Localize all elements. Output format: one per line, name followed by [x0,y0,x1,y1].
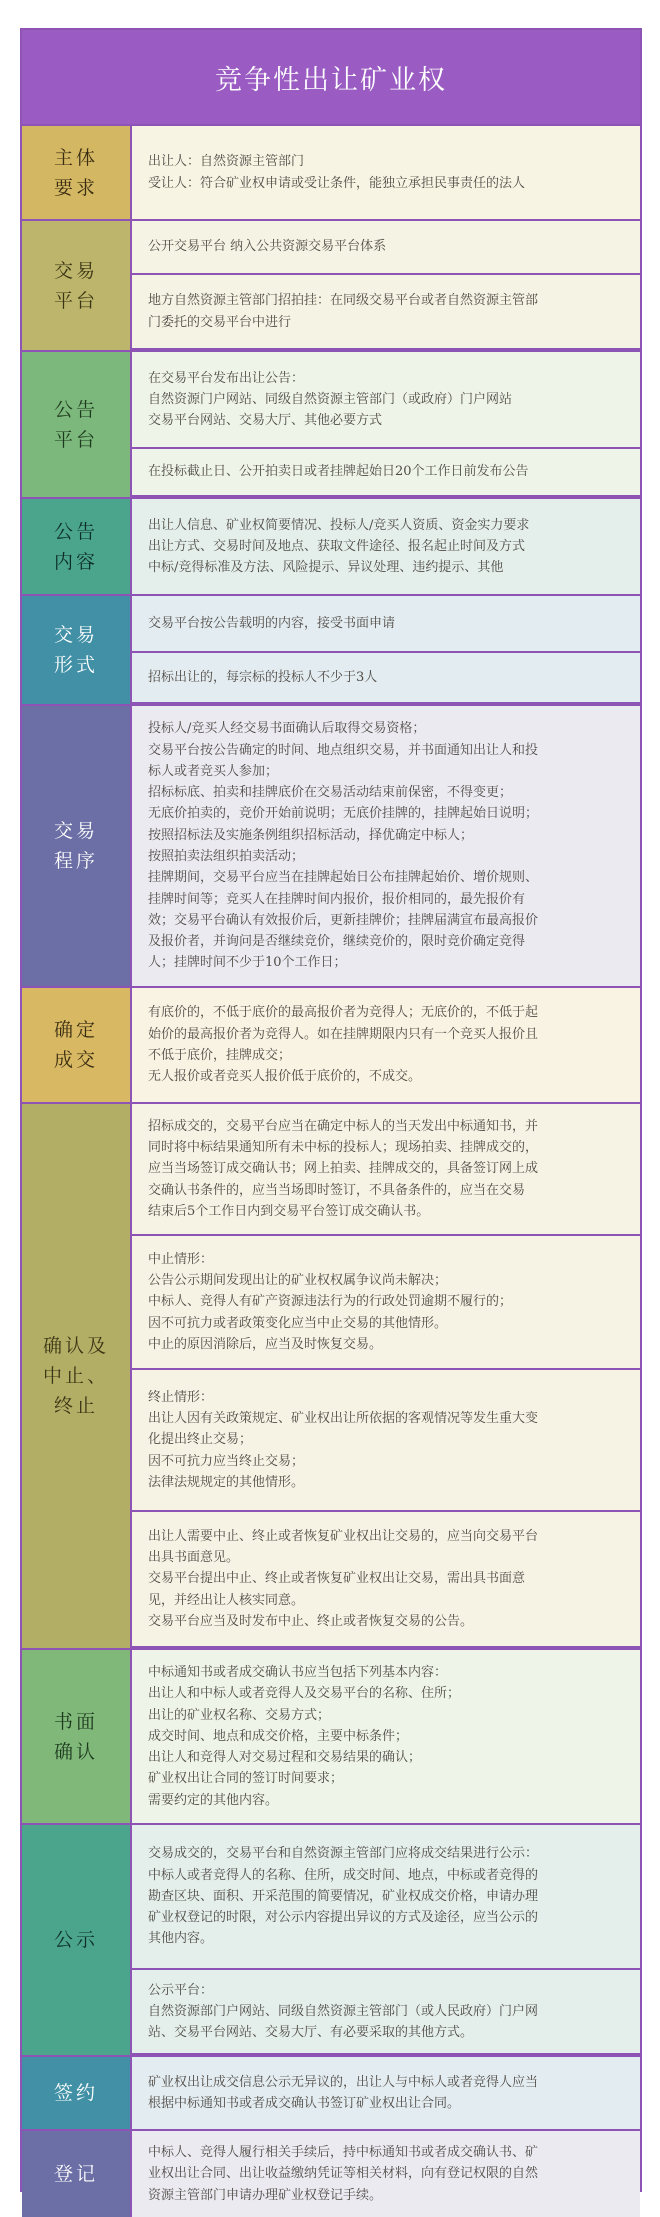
content-line: 矿业权出让成交信息公示无异议的，出让人与中标人或者竞得人应当 [148,2074,539,2090]
section-confirm-deal [22,986,640,1102]
content-line: 地方自然资源主管部门招拍挂：在同级交易平台或者自然资源主管部 [148,293,539,309]
content-line: 根据中标通知书或者成交确认书签订矿业权出让合同。 [148,2096,461,2111]
section-label [22,1104,132,1648]
section-cells [132,2057,640,2129]
content-line: 结束后5个工作日内到交易平台签订成交确认书。 [148,1203,430,1219]
content-line: 中标通知书或者成交确认书应当包括下列基本内容： [148,1664,448,1680]
content-line: 矿业权出让合同的签订时间要求； [148,1771,344,1787]
content-line: 公开交易平台 纳入公共资源交易平台体系 [148,239,387,255]
content-line: 交易平台网站、交易大厅、其他必要方式 [148,413,383,429]
section-label-text: 书面 确认 [53,1710,98,1763]
content-line: 无人报价或者竞买人报价低于底价的，不成交。 [148,1069,422,1085]
flow-frame [20,28,642,2203]
content-line: 受让人：符合矿业权申请或受让条件，能独立承担民事责任的法人 [148,175,526,191]
section-label-text: 确定 成交 [53,1019,98,1071]
section-cells [132,1825,640,2055]
content-line: 招标成交的，交易平台应当在确定中标人的当天发出中标通知书，并 [148,1118,539,1134]
section-label-text: 签约 [53,2082,98,2104]
content-line: 勘查区块、面积、开采范围的简要情况，矿业权成交价格，申请办理 [148,1888,539,1904]
section-label [22,221,132,350]
content-cell [132,221,640,273]
section-cells [132,596,640,704]
content-line: 招标标底、拍卖和挂牌底价在交易活动结束前保密，不得变更； [148,785,513,801]
content-cell [132,988,640,1102]
content-line: 需要约定的其他内容。 [148,1792,279,1808]
section-label [22,1650,132,1823]
content-line: 中标/竞得标准及方法、风险提示、异议处理、违约提示、其他 [148,560,504,576]
section-subject-requirements [22,124,640,219]
content-line: 中标人、竞得人履行相关手续后，持中标通知书或者成交确认书、矿 [148,2145,539,2161]
section-label-text: 公告 内容 [53,520,98,573]
section-confirm-suspend-terminate [22,1102,640,1648]
section-cells [132,221,640,350]
section-label [22,988,132,1102]
section-cells [132,706,640,986]
section-label [22,706,132,986]
content-cell [132,1368,640,1510]
section-signing [22,2055,640,2129]
content-line: 交确认书条件的，应当当场即时签订，不具备条件的，应当在交易 [148,1182,526,1198]
section-label-text: 交易 程序 [53,820,98,872]
content-line: 在交易平台发布出让公告： [148,370,305,386]
content-line: 有底价的，不低于底价的最高报价者为竞得人；无底价的，不低于起 [148,1005,539,1021]
content-line: 法律法规规定的其他情形。 [148,1474,305,1490]
content-line: 中止情形： [148,1251,214,1267]
section-list [22,124,640,2217]
section-cells [132,499,640,594]
section-cells [132,352,640,497]
section-label-text: 登记 [53,2163,98,2185]
section-cells [132,1104,640,1648]
content-cell [132,596,640,651]
content-line: 其他内容。 [148,1931,214,1947]
content-line: 中标人、竞得人有矿产资源违法行为的行政处罚逾期不履行的； [148,1294,513,1310]
content-line: 终止情形： [148,1389,214,1405]
content-line: 出让的矿业权名称、交易方式； [148,1707,331,1723]
section-label [22,2057,132,2129]
content-cell [132,352,640,447]
content-cell [132,499,640,594]
content-line: 出让方式、交易时间及地点、获取文件途径、报名起止时间及方式 [148,538,526,554]
section-label-text: 交易 形式 [53,624,98,676]
content-line: 见，并经出让人核实同意。 [148,1592,305,1608]
content-line: 业权出让合同、出让收益缴纳凭证等相关材料，向有登记权限的自然 [148,2166,539,2182]
content-cell [132,651,640,702]
content-line: 出让人需要中止、终止或者恢复矿业权出让交易的，应当向交易平台 [148,1528,539,1544]
content-cell [132,1510,640,1646]
content-line: 化提出终止交易； [148,1432,253,1448]
content-line: 投标人/竞买人经交易书面确认后取得交易资格； [148,721,426,737]
content-cell [132,2131,640,2217]
content-line: 成交时间、地点和成交价格，主要中标条件； [148,1728,409,1744]
content-line: 交易平台按公告确定的时间、地点组织交易，并书面通知出让人和投 [148,742,539,758]
section-announcement-platform [22,350,640,497]
section-trading-form [22,594,640,704]
section-label [22,126,132,219]
content-line: 效；交易平台确认有效报价后，更新挂牌价；挂牌届满宣布最高报价 [148,912,539,928]
section-label [22,499,132,594]
content-line: 及报价者，并询问是否继续竞价，继续竞价的，限时竞价确定竞得 [148,934,526,950]
content-line: 按照拍卖法组织拍卖活动； [148,849,305,864]
content-line: 自然资源部门户网站、同级自然资源主管部门（或人民政府）门户网 [148,2003,539,2019]
content-line: 招标出让的，每宗标的投标人不少于3人 [148,669,378,685]
section-publicity [22,1823,640,2055]
content-line: 资源主管部门申请办理矿业权登记手续。 [148,2187,383,2203]
content-line: 人；挂牌时间不少于10个工作日； [148,955,347,971]
section-label [22,1825,132,2055]
content-line: 自然资源门户网站、同级自然资源主管部门（或政府）门户网站 [148,391,513,407]
content-line: 无底价拍卖的，竞价开始前说明；无底价挂牌的，挂牌起始日说明； [148,806,539,822]
content-cell [132,1234,640,1368]
section-label [22,352,132,497]
content-line: 出具书面意见。 [148,1550,240,1566]
content-line: 交易平台提出中止、终止或者恢复矿业权出让交易，需出具书面意 [148,1571,526,1587]
content-line: 不低于底价，挂牌成交； [148,1048,292,1063]
content-cell [132,2057,640,2129]
content-line: 出让人因有关政策规定、矿业权出让所依据的客观情况等发生重大变 [148,1411,539,1427]
content-line: 中标人或者竞得人的名称、住所，成交时间、地点，中标或者竞得的 [148,1867,539,1883]
section-cells [132,2131,640,2217]
section-label-text: 公示 [53,1929,98,1951]
section-label-text: 公告 平台 [53,398,98,451]
content-line: 站、交易平台网站、交易大厅、有必要采取的其他方式。 [148,2025,474,2041]
content-line: 标人或者竞买人参加； [148,763,279,779]
section-registration [22,2129,640,2217]
content-cell [132,1104,640,1234]
content-line: 始价的最高报价者为竞得人。如在挂牌期限内只有一个竞买人报价且 [148,1026,539,1042]
section-announcement-content [22,497,640,594]
section-cells [132,988,640,1102]
content-cell [132,1968,640,2053]
content-cell [132,273,640,348]
content-line: 中止的原因消除后，应当及时恢复交易。 [148,1336,383,1352]
content-cell [132,706,640,986]
content-line: 出让人和竞得人对交易过程和交易结果的确认； [148,1750,422,1766]
content-line: 出让人信息、矿业权简要情况、投标人/竞买人资质、资金实力要求 [148,517,530,533]
content-line: 挂牌时间等；竞买人在挂牌时间内报价，报价相同的，最先报价有 [148,891,526,907]
content-line: 挂牌期间，交易平台应当在挂牌起始日公布挂牌起始价、增价规则、 [148,870,539,886]
content-line: 出让人和中标人或者竞得人及交易平台的名称、住所； [148,1686,461,1702]
section-cells [132,1650,640,1823]
content-line: 矿业权登记的时限，对公示内容提出异议的方式及途径，应当公示的 [148,1910,539,1926]
content-line: 出让人：自然资源主管部门 [148,154,305,170]
content-line: 交易平台按公告载明的内容，接受书面申请 [148,615,396,631]
content-line: 同时将中标结果通知所有未中标的投标人；现场拍卖、挂牌成交的， [148,1140,539,1156]
content-cell [132,1650,640,1823]
content-line: 因不可抗力应当终止交易； [148,1453,305,1469]
content-line: 门委托的交易平台中进行 [148,314,292,330]
section-label-text: 主体 要求 [53,146,98,199]
section-label-text: 交易 平台 [53,259,98,312]
content-cell [132,447,640,495]
content-line: 公告公示期间发现出让的矿业权权属争议尚未解决； [148,1273,448,1289]
section-trading-platform [22,219,640,350]
section-label [22,596,132,704]
content-line: 交易平台应当及时发布中止、终止或者恢复交易的公告。 [148,1613,474,1629]
section-label [22,2131,132,2217]
content-line: 在投标截止日、公开拍卖日或者挂牌起始日20个工作日前发布公告 [148,464,529,480]
section-written-confirmation [22,1648,640,1823]
section-cells [132,126,640,219]
content-line: 交易成交的，交易平台和自然资源主管部门应将成交结果进行公示： [148,1846,539,1862]
content-line: 应当当场签订成交确认书；网上拍卖、挂牌成交的，具备签订网上成 [148,1161,539,1177]
content-cell [132,1825,640,1968]
content-line: 按照招标法及实施条例组织招标活动，择优确定中标人； [148,827,474,843]
content-line: 因不可抗力或者政策变化应当中止交易的其他情形。 [148,1315,448,1331]
content-cell [132,126,640,219]
page-title: 竞争性出让矿业权 [22,30,640,124]
content-line: 公示平台： [148,1982,214,1998]
section-label-text: 确认及 中止、 终止 [42,1335,109,1417]
section-trading-procedure [22,704,640,986]
